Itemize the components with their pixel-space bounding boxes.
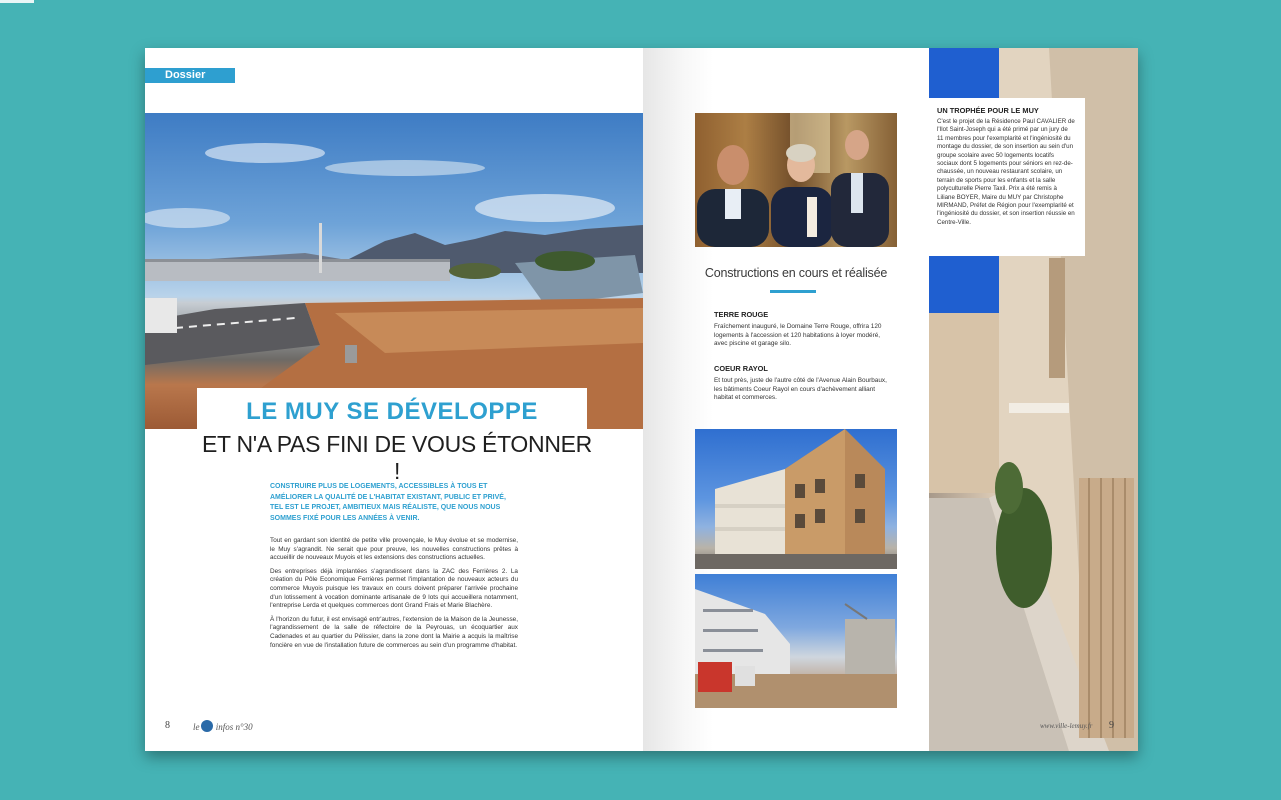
magazine-logo	[193, 720, 253, 732]
intro-paragraph: CONSTRUIRE PLUS DE LOGEMENTS, ACCESSIBLES À TOUS ET AMÉLIORER LA QUALITÉ DE L'HABITAT EXISTANT, PUBLIC ET PRIVÉ, TEL EST LE PROJET, AMBITIEUX MAIS RÉALISTE, QUE NOUS NOUS SOMMES FIXÉ POUR LES ANNÉES À VENIR.	[270, 483, 506, 522]
hero-photo-construction-site	[145, 113, 643, 429]
headline-line-2: ET N'A PAS FINI DE VOUS ÉTONNER !	[201, 431, 592, 484]
magazine-name-suffix: infos n°30	[215, 722, 253, 732]
headline-line-1: LE MUY SE DÉVELOPPE	[246, 398, 538, 425]
logo-mark-icon	[201, 720, 213, 732]
three-people-illustration	[695, 113, 897, 247]
item-text-terre-rouge: Fraîchement inauguré, le Domaine Terre Rouge, offrira 120 logements à l'accession et 120 habitations à loyer modéré, avec piscine et garage silo.	[714, 323, 882, 348]
trophy-text: C'est le projet de la Résidence Paul CAVALIER de l'Ilot Saint-Joseph qui a été primé par un jury de 11 membres pour l'exemplarité et l'ingéniosité du montage du dossier, de son insertion au sein d'un groupe scolaire avec 50 logements locatifs sociaux dont 5 logements pour séniors en rez-de-chaussée, un nouveau restaurant scolaire, un terrain de sports pour les enfants et la salle polyculturelle Pierre Taxil. Prix a été remis à Liliane BOYER, Maire du MUY par Christophe MIRMAND, Préfet de Région pour l'exemplarité et l'ingéniosité du dossier, et son insertion réussie en Centre-Ville.	[937, 118, 1075, 226]
item-title-coeur-rayol: COEUR RAYOL	[714, 364, 768, 373]
trophy-box	[927, 98, 1085, 256]
landscape-illustration	[145, 113, 643, 429]
building-illustration	[695, 429, 897, 569]
body-paragraph: À l'horizon du futur, il est envisagé entr'autres, l'extension de la Maison de la Jeunesse, l'agrandissement de la salle de réfectoire de la Peyrouas, un écoquartier aux Cadenades et au quartier du Pélissier, dans la zone dont la Mairie a acquis la maîtrise foncière en vue de l'installation future de commerces au sein d'un programme d'habitat.	[270, 615, 518, 649]
trophy-title: UN TROPHÉE POUR LE MUY	[937, 106, 1039, 115]
section-tag: Dossier	[145, 68, 235, 83]
item-text-coeur-rayol: Et tout près, juste de l'autre côté de l'Avenue Alain Bourbaux, les bâtiments Coeur Rayol en cours d'achèvement alliant habitat et commerces.	[714, 377, 887, 402]
coeur-rayol-building-photo	[695, 574, 897, 708]
right-page	[643, 48, 1138, 751]
item-title-terre-rouge: TERRE ROUGE	[714, 310, 769, 319]
corner-mark	[0, 0, 34, 3]
magazine-name-prefix: le	[193, 722, 200, 732]
construction-site-illustration	[695, 574, 897, 708]
headline-box	[197, 388, 592, 484]
body-paragraph: Tout en gardant son identité de petite ville provençale, le Muy évolue et se modernise, le Muy s'agrandit. Ne serait que pour preuve, les nouvelles constructions prêtes à accueillir de nouveaux Muyois et les extensions des constructions actuelles.	[270, 537, 518, 562]
article-body	[270, 537, 518, 655]
award-ceremony-photo	[695, 113, 897, 247]
title-underline	[770, 290, 816, 293]
page-number-right: 9	[1109, 720, 1114, 731]
magazine-spread	[145, 48, 1138, 751]
body-paragraph: Des entreprises déjà implantées s'agrandissent dans la ZAC des Ferrières 2. La création du Pôle Economique Ferrières permet l'implantation de nouveaux acteurs du commerce Muyois puisque les travaux en cours doivent préparer l'arrivée prochaine d'un lotissement à vocation dominante artisanale de 9 lots qui accueillera notamment, l'entreprise Lerda et quelques commerces dont Grand Frais et Marie Blachère.	[270, 567, 518, 610]
terre-rouge-building-photo	[695, 429, 897, 569]
section-title: Constructions en cours et réalisée	[704, 266, 888, 280]
page-number-left: 8	[165, 720, 170, 731]
left-page	[145, 48, 643, 751]
website-url: www.ville-lemuy.fr	[1040, 722, 1093, 730]
